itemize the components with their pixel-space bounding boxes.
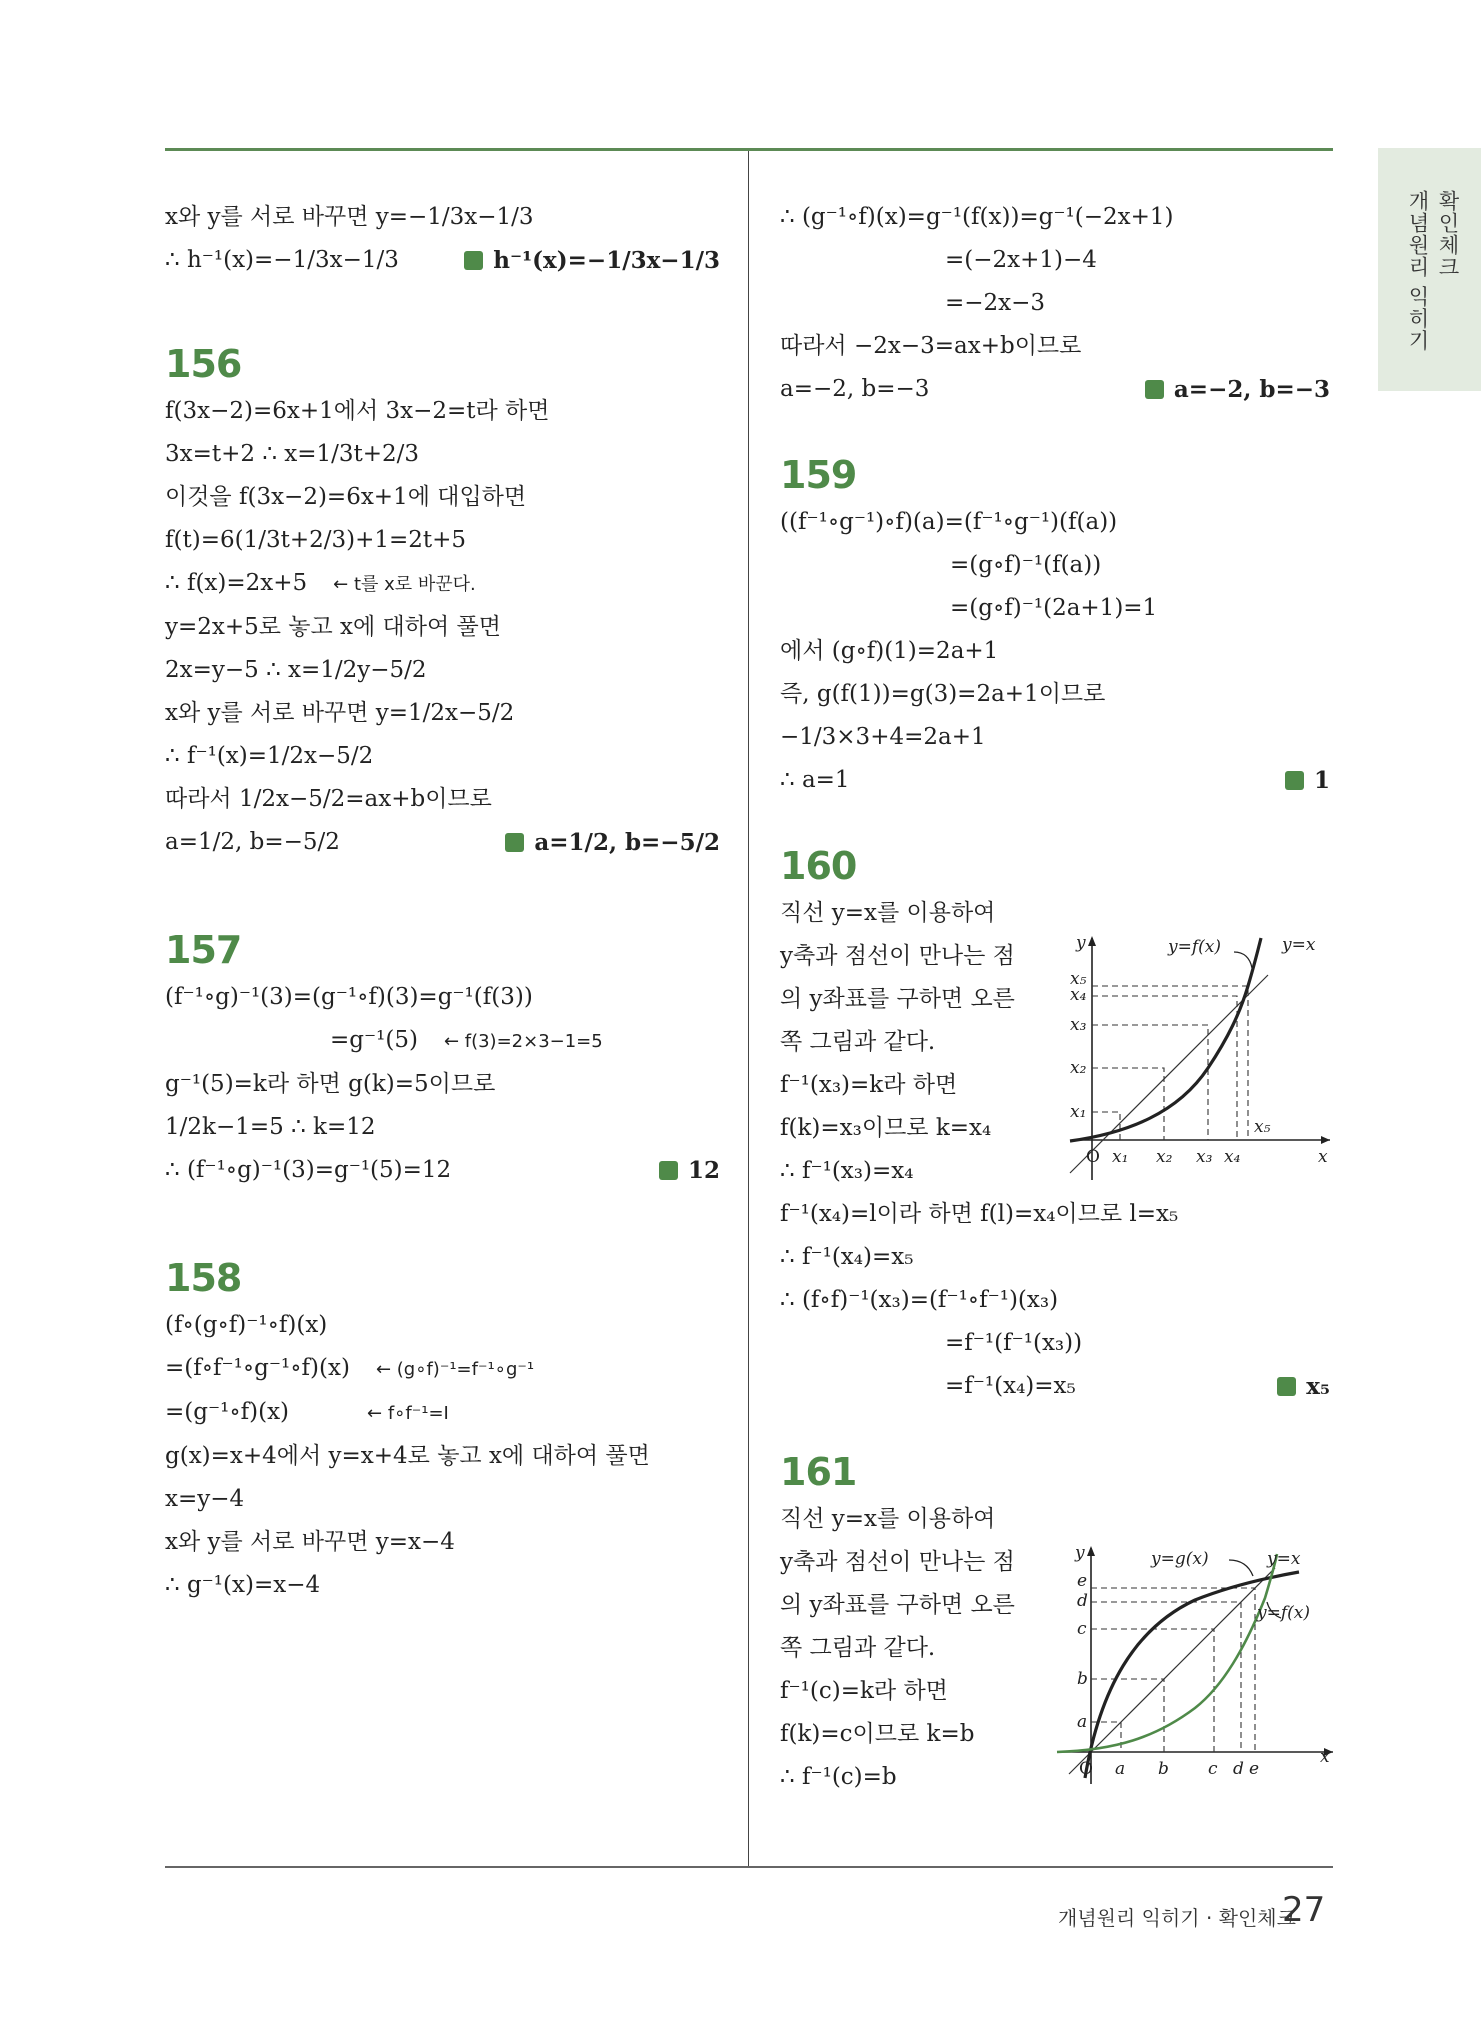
text-line: 이것을 f(3x−2)=6x+1에 대입하면 [165, 484, 527, 510]
problem-number: 158 [165, 1256, 242, 1300]
text-line: ∴ f⁻¹(x₄)=x₅ [780, 1244, 914, 1270]
section-tab-line2: 개념원리 익히기 [1406, 190, 1430, 352]
text-line: y=2x+5로 놓고 x에 대하여 풀면 [165, 614, 501, 640]
text-line: y축과 점선이 만나는 점 [780, 1549, 1015, 1575]
text-line: f(k)=c이므로 k=b [780, 1721, 975, 1747]
x-tick-label: d [1233, 1759, 1244, 1779]
y-axis-label: y [1075, 1543, 1085, 1563]
text-line: 의 y좌표를 구하면 오른 [780, 1592, 1015, 1618]
text-line: ((f⁻¹∘g⁻¹)∘f)(a)=(f⁻¹∘g⁻¹)(f(a)) [780, 509, 1118, 535]
x-tick-label: x₄ [1224, 1147, 1241, 1167]
answer-badge-icon [1145, 380, 1164, 399]
text-line: x와 y를 서로 바꾸면 y=x−4 [165, 1529, 455, 1555]
bottom-rule [165, 1866, 1333, 1868]
y-tick-label: x₄ [1070, 985, 1087, 1005]
y-tick-label: x₃ [1070, 1015, 1087, 1035]
answer: 12 [659, 1149, 720, 1192]
text-line: =f⁻¹(x₄)=x₅ x₅ [780, 1365, 1330, 1408]
text-line: y축과 점선이 만나는 점 [780, 943, 1015, 969]
line-y-equals-x [1070, 975, 1268, 1173]
answer-badge-icon [659, 1161, 678, 1180]
text-line: a=1/2, b=−5/2 a=1/2, b=−5/2 [165, 821, 720, 864]
y-tick-label: x₁ [1070, 1102, 1087, 1122]
text-line: =(g⁻¹∘f)(x) ← f∘f⁻¹=I [165, 1399, 449, 1425]
column-divider [748, 151, 749, 1868]
y-tick-label: b [1077, 1669, 1088, 1689]
section-tab [1378, 148, 1481, 391]
text-line: x=y−4 [165, 1486, 245, 1512]
text-line: ∴ a=1 1 [780, 759, 1330, 802]
text-line: ∴ f⁻¹(c)=b [780, 1764, 897, 1790]
section-tab-line1: 확인체크 [1436, 190, 1460, 278]
guide-x5 [1092, 986, 1248, 1140]
x-tick-label: x₂ [1156, 1147, 1173, 1167]
label-pointer [1234, 952, 1252, 968]
x-tick-label: b [1158, 1759, 1169, 1779]
page-number: 27 [1282, 1890, 1326, 1930]
answer: a=1/2, b=−5/2 [505, 821, 720, 864]
text-line: a=−2, b=−3 a=−2, b=−3 [780, 368, 1330, 411]
text-line: (f⁻¹∘g)⁻¹(3)=(g⁻¹∘f)(3)=g⁻¹(f(3)) [165, 984, 533, 1010]
text-line: ∴ f⁻¹(x)=1/2x−5/2 [165, 743, 374, 769]
text-line: 1/2k−1=5 ∴ k=12 [165, 1114, 376, 1140]
text-line: ∴ f⁻¹(x₃)=x₄ [780, 1158, 914, 1184]
text-line: f⁻¹(x₄)=l이라 하면 f(l)=x₄이므로 l=x₅ [780, 1201, 1179, 1227]
text-line: 쪽 그림과 같다. [780, 1029, 936, 1055]
text-line: =(g∘f)⁻¹(2a+1)=1 [950, 595, 1158, 621]
text-line: x와 y를 서로 바꾸면 y=−1/3x−1/3 [165, 204, 534, 230]
problem-number: 161 [780, 1450, 857, 1494]
x-tick-label: x₅ [1254, 1117, 1271, 1137]
origin-label: O [1086, 1147, 1100, 1167]
y-axis-label: y [1076, 933, 1086, 953]
y-tick-label: x₂ [1070, 1058, 1087, 1078]
side-note: ← f(3)=2×3−1=5 [443, 1031, 603, 1052]
side-note: ← (g∘f)⁻¹=f⁻¹∘g⁻¹ [375, 1359, 535, 1380]
text-line: g⁻¹(5)=k라 하면 g(k)=5이므로 [165, 1071, 496, 1097]
text-line: 에서 (g∘f)(1)=2a+1 [780, 638, 999, 664]
y-axis-arrow-icon [1088, 936, 1096, 946]
text-line: ∴ (f⁻¹∘g)⁻¹(3)=g⁻¹(5)=12 12 [165, 1149, 720, 1192]
y-tick-label: x₅ [1070, 969, 1087, 989]
answer: 1 [1285, 759, 1330, 802]
text-line: x와 y를 서로 바꾸면 y=1/2x−5/2 [165, 700, 515, 726]
answer-badge-icon [464, 251, 483, 270]
footer-title: 개념원리 익히기 · 확인체크 [1058, 1906, 1296, 1930]
text-line: =(f∘f⁻¹∘g⁻¹∘f)(x) ← (g∘f)⁻¹=f⁻¹∘g⁻¹ [165, 1355, 535, 1381]
text-line: =g⁻¹(5) ← f(3)=2×3−1=5 [330, 1027, 603, 1053]
curve-f [1070, 938, 1261, 1141]
answer-badge-icon [1285, 771, 1304, 790]
text-line: ∴ (g⁻¹∘f)(x)=g⁻¹(f(x))=g⁻¹(−2x+1) [780, 204, 1174, 230]
guide-x3 [1092, 1025, 1208, 1140]
f-curve-label: y=f(x) [1257, 1603, 1310, 1623]
guide-x2 [1092, 1068, 1164, 1140]
y-tick-label: e [1077, 1571, 1088, 1591]
text-line: (f∘(g∘f)⁻¹∘f)(x) [165, 1312, 328, 1338]
x-tick-label: x₃ [1196, 1147, 1213, 1167]
line-label: y=x [1267, 1549, 1301, 1569]
answer: h⁻¹(x)=−1/3x−1/3 [464, 239, 720, 282]
curve-label: y=f(x) [1168, 937, 1221, 957]
x-axis-label: x [1320, 1747, 1330, 1767]
text-line: =(g∘f)⁻¹(f(a)) [950, 552, 1102, 578]
left-column [165, 196, 720, 1607]
x-tick-label: x₁ [1112, 1147, 1129, 1167]
text-line: f(k)=x₃이므로 k=x₄ [780, 1115, 992, 1141]
line-label: y=x [1282, 935, 1316, 955]
problem-number: 156 [165, 342, 242, 386]
problem-number: 160 [780, 844, 857, 888]
problem-number: 159 [780, 453, 857, 497]
x-tick-label: e [1249, 1759, 1260, 1779]
label-pointer [1229, 1560, 1253, 1576]
text-line: −1/3×3+4=2a+1 [780, 724, 986, 750]
origin-label: O [1079, 1759, 1093, 1779]
text-line: 의 y좌표를 구하면 오른 [780, 986, 1015, 1012]
text-line: =−2x−3 [945, 290, 1046, 316]
y-tick-label: a [1077, 1712, 1088, 1732]
answer: x₅ [1277, 1365, 1330, 1408]
x-axis-label: x [1318, 1147, 1328, 1167]
problem-number: 157 [165, 928, 242, 972]
answer: a=−2, b=−3 [1145, 368, 1330, 411]
text-line: f⁻¹(x₃)=k라 하면 [780, 1072, 958, 1098]
text-line: ∴ (f∘f)⁻¹(x₃)=(f⁻¹∘f⁻¹)(x₃) [780, 1287, 1059, 1313]
text-line: 3x=t+2 ∴ x=1/3t+2/3 [165, 441, 420, 467]
text-line: ∴ g⁻¹(x)=x−4 [165, 1572, 321, 1598]
answer-badge-icon [505, 833, 524, 852]
text-line: 직선 y=x를 이용하여 [780, 900, 996, 926]
line-y-equals-x [1069, 1568, 1275, 1774]
y-axis-arrow-icon [1087, 1546, 1095, 1556]
graph-161 [1055, 1538, 1337, 1788]
text-line: f(t)=6(1/3t+2/3)+1=2t+5 [165, 527, 467, 553]
text-line: g(x)=x+4에서 y=x+4로 놓고 x에 대하여 풀면 [165, 1443, 650, 1469]
text-line: =f⁻¹(f⁻¹(x₃)) [945, 1330, 1083, 1356]
graph-160 [1068, 928, 1334, 1184]
text-line: 즉, g(f(1))=g(3)=2a+1이므로 [780, 681, 1106, 707]
text-line: =(−2x+1)−4 [945, 247, 1097, 273]
side-note: ← f∘f⁻¹=I [367, 1403, 449, 1424]
g-curve-label: y=g(x) [1151, 1549, 1209, 1569]
text-line: f(3x−2)=6x+1에서 3x−2=t라 하면 [165, 398, 550, 424]
text-line: f⁻¹(c)=k라 하면 [780, 1678, 948, 1704]
x-tick-label: a [1115, 1759, 1126, 1779]
y-tick-label: d [1077, 1591, 1088, 1611]
text-line: 따라서 −2x−3=ax+b이므로 [780, 333, 1082, 359]
answer-badge-icon [1277, 1377, 1296, 1396]
text-line: 직선 y=x를 이용하여 [780, 1506, 996, 1532]
text-line: ∴ h⁻¹(x)=−1/3x−1/3 h⁻¹(x)=−1/3x−1/3 [165, 239, 720, 282]
text-line: 2x=y−5 ∴ x=1/2y−5/2 [165, 657, 427, 683]
side-note: ← t를 x로 바꾼다. [333, 574, 476, 595]
text-line: ∴ f(x)=2x+5 ← t를 x로 바꾼다. [165, 570, 476, 596]
x-axis-arrow-icon [1321, 1136, 1330, 1144]
top-rule [165, 148, 1333, 151]
text-line: 따라서 1/2x−5/2=ax+b이므로 [165, 786, 492, 812]
x-tick-label: c [1208, 1759, 1218, 1779]
text-line: 쪽 그림과 같다. [780, 1635, 936, 1661]
y-tick-label: c [1077, 1619, 1087, 1639]
